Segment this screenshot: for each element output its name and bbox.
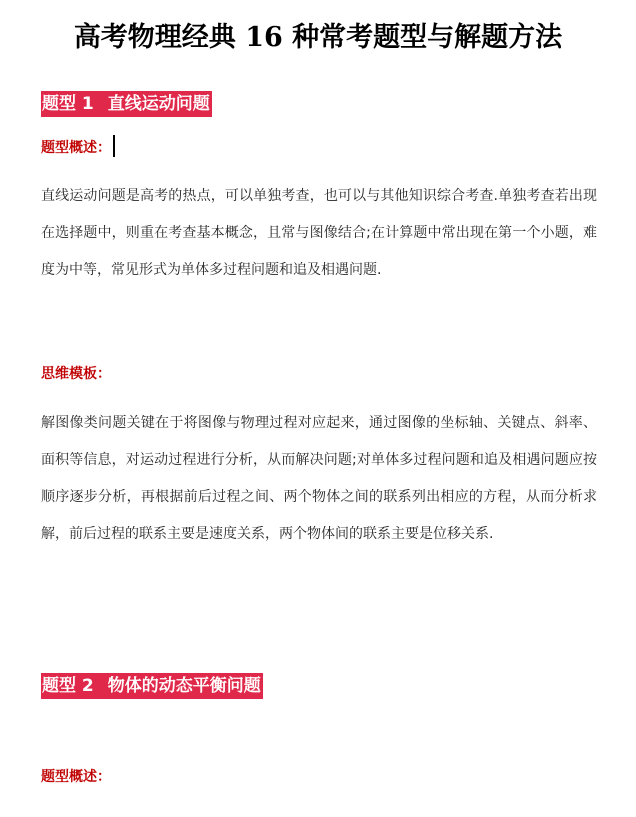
section-2-number: 题型 2 xyxy=(42,676,94,696)
section-1-template-text: 解图像类问题关键在于将图像与物理过程对应起来，通过图像的坐标轴、关键点、斜率、面积等信息，对运动过程进行分析，从而解决问题;对单体多过程问题和追及相遇问题应按顺序逐步分析，再根据前后过程之间、两个物体之间的联系列出相应的方程，从而分析求解，前后过程的联系主要是速度关系，两个物体间的联系主要是位移关系. xyxy=(41,415,597,542)
section-1-name: 直线运动问题 xyxy=(107,94,210,114)
section-1-overview-label-row xyxy=(41,135,115,158)
section-1-overview-label: 题型概述： xyxy=(41,140,111,156)
section-1-number: 题型 1 xyxy=(42,94,94,114)
section-2-overview-label: 题型概述： xyxy=(41,769,111,785)
section-1-overview-text: 直线运动问题是高考的热点，可以单独考查，也可以与其他知识综合考查.单独考查若出现在选择题中，则重在考查基本概念，且常与图像结合;在计算题中常出现在第一个小题，难度为中等，常见形式为单体多过程问题和追及相遇问题. xyxy=(41,188,597,278)
section-1-template-label: 思维模板： xyxy=(41,366,111,382)
section-2-heading xyxy=(41,673,263,699)
text-cursor xyxy=(113,135,115,157)
section-2-name: 物体的动态平衡问题 xyxy=(107,676,261,696)
section-1-heading xyxy=(41,91,212,117)
page-title: 高考物理经典 16 种常考题型与解题方法 xyxy=(73,22,563,53)
